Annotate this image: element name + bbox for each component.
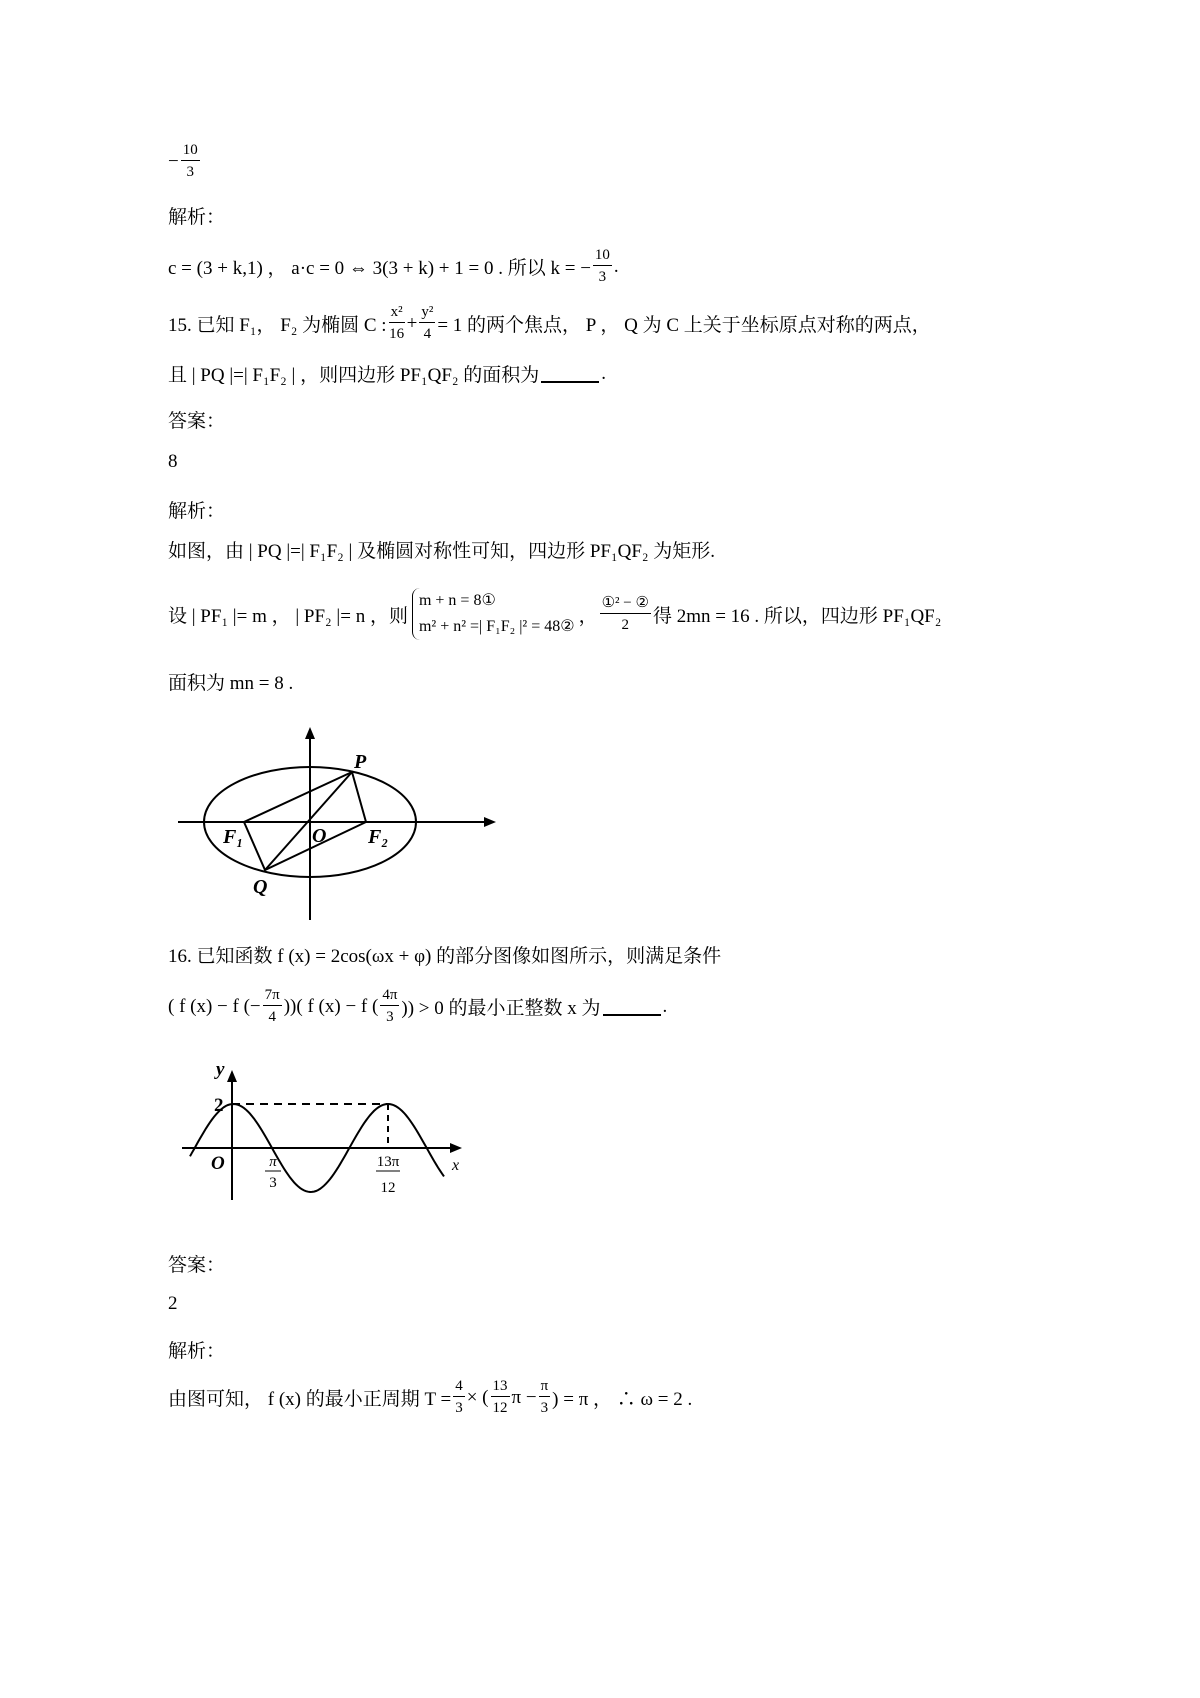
tick-denominator: 3 [269, 1175, 277, 1191]
label-o: O [312, 825, 327, 847]
numerator: 4π [380, 985, 399, 1006]
denominator: 3 [455, 1400, 463, 1416]
equation-2: m² + n² =| F₁F₂ |² = 48② [418, 618, 575, 635]
denominator: 3 [598, 269, 607, 285]
tick-numerator: π [269, 1154, 277, 1170]
stem-text: ))( f (x) − f ( [283, 995, 379, 1017]
analysis-label: 解析： [168, 207, 226, 228]
analysis-line [168, 1376, 692, 1419]
denominator: 3 [386, 1009, 394, 1025]
tick-numerator: 13π [376, 1154, 400, 1170]
label-q: Q [253, 876, 268, 898]
numerator: 4 [453, 1376, 465, 1397]
period: . [662, 995, 668, 1017]
label-f1: F₁ [223, 826, 244, 848]
numerator: 10 [593, 245, 612, 266]
origin-label: O [211, 1153, 225, 1174]
analysis-text: 得 2mn = 16 . 所以，四边形 PF₁QF₂ [652, 605, 942, 627]
denominator: 4 [423, 326, 432, 342]
answer-label: 答案： [168, 411, 226, 432]
q16-stem-line1: 16. 已知函数 f (x) = 2cos(ωx + φ) 的部分图像如图所示，则满足条件 [168, 946, 722, 967]
stem-text: = 1 的两个焦点， P ， Q 为 C 上关于坐标原点对称的两点， [437, 315, 931, 336]
stem-text: 且 | PQ |=| F₁F₂ | ，则四边形 PF₁QF₂ 的面积为 [168, 365, 540, 386]
plus: + [406, 312, 418, 334]
stem-text: 15. 已知 F₁， F₂ 为椭圆 C : [168, 315, 387, 336]
denominator: 3 [186, 164, 194, 180]
denominator: 16 [389, 326, 405, 342]
max-value-label: 2 [214, 1095, 224, 1116]
fraction [491, 1376, 510, 1419]
analysis-text: π − [511, 1386, 537, 1408]
x-axis-arrow [450, 1143, 462, 1153]
numerator: 10 [181, 140, 200, 161]
denominator: 4 [268, 1009, 276, 1025]
denominator: 12 [492, 1400, 508, 1416]
period: . [613, 255, 619, 277]
numerator: 7π [263, 985, 282, 1006]
period: . [601, 362, 607, 384]
denominator: 3 [540, 1400, 549, 1416]
stem-text: )) > 0 的最小正整数 x 为 [401, 998, 601, 1019]
numerator: 13 [491, 1376, 510, 1397]
analysis-line: 设 | PF₁ |= m ， | PF₂ |= n ，则 m + n = 8① m² + n² =| F₁F₂ |² = 48② ， ①² − ② 2 得 2mn = 16 . 所以，四边形 PF₁QF₂ [168, 588, 941, 640]
numerator: π [539, 1376, 551, 1397]
answer-label: 答案： [168, 1255, 226, 1276]
analysis-label: 解析： [168, 501, 226, 522]
numerator: x² [389, 302, 405, 323]
analysis-text: 由图可知， f (x) 的最小正周期 T = [168, 1389, 452, 1410]
y-axis-arrow [227, 1070, 237, 1082]
analysis-line: 面积为 mn = 8 . [168, 673, 294, 694]
numerator: ①² − ② [600, 593, 651, 614]
analysis-text: 设 | PF₁ |= m ， | PF₂ |= n ，则 [168, 605, 408, 627]
minus-sign: − [168, 150, 179, 172]
analysis-text: c = (3 + k,1) ， a·c = 0 ⇔ 3(3 + k) + 1 = 0 . 所以 k = − [168, 258, 591, 279]
label-p: P [354, 751, 367, 773]
answer-value: 2 [168, 1293, 178, 1314]
label-f2: F₂ [368, 826, 389, 848]
equation-1: m + n = 8① [418, 592, 496, 609]
denominator: 2 [621, 616, 629, 633]
analysis-text: ) = π ， ∴ ω = 2 . [552, 1389, 693, 1410]
x-label: x [452, 1157, 460, 1174]
y-label: y [216, 1059, 225, 1080]
answer-value: 8 [168, 451, 178, 472]
fraction [539, 1376, 551, 1419]
fraction [453, 1376, 465, 1419]
analysis-line: 如图，由 | PQ |=| F₁F₂ | 及椭圆对称性可知，四边形 PF₁QF₂ 为矩形. [168, 541, 716, 562]
analysis-label: 解析： [168, 1341, 226, 1362]
analysis-text: × ( [466, 1386, 489, 1408]
stem-text: ( f (x) − f (− [168, 995, 261, 1017]
numerator: y² [419, 302, 435, 323]
tick-denominator: 12 [380, 1180, 396, 1196]
